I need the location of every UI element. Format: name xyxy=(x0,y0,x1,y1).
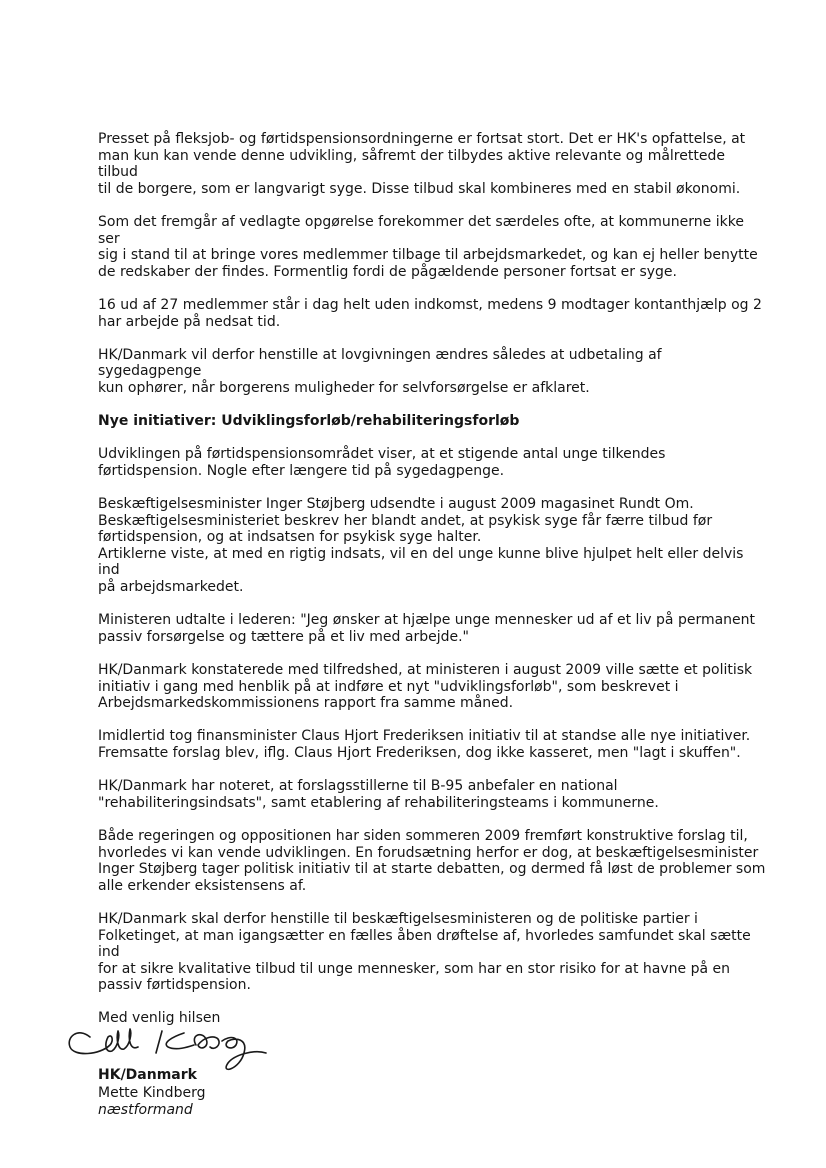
paragraph: Udviklingen på førtidspensionsområdet viser, at et stigende antal unge tilkendes førtidspension. Nogle efter længere tid på sygedagpenge. xyxy=(98,446,666,479)
paragraph: Som det fremgår af vedlagte opgørelse forekommer det særdeles ofte, at kommunerne ikke ser sig i stand til at bringe vores medlemmer tilbage til arbejdsmarkedet, og kan ej heller benytte de redskaber der findes. Formentlig fordi de pågældende personer fortsat er syge. xyxy=(98,213,758,280)
paragraph: Beskæftigelsesminister Inger Støjberg udsendte i august 2009 magasinet Rundt Om. Beskæftigelsesministeriet beskrev her blandt andet, at psykisk syge får færre tilbud før førtidspension, og at indsatsen for psykisk syge halter. Artiklerne viste, at med en rigtig indsats, vil en del unge kunne blive hjulpet helt eller delvis ind på arbejdsmarkedet. xyxy=(98,496,744,596)
paragraph: HK/Danmark vil derfor henstille at lovgivningen ændres således at udbetaling af sygedagpenge kun ophører, når borgerens muligheder for selvforsørgelse er afklaret. xyxy=(98,346,662,396)
signature-name: Mette Kindberg xyxy=(98,1085,206,1102)
paragraph: Ministeren udtalte i lederen: "Jeg ønsker at hjælpe unge mennesker ud af et liv på permanent passiv forsørgelse og tættere på et liv med arbejde." xyxy=(98,612,756,645)
paragraph: Presset på fleksjob- og førtidspensionsordningerne er fortsat stort. Det er HK's opfattelse, at man kun kan vende denne udvikling, såfremt der tilbydes aktive relevante og målrettede tilbud til de borgere, som er langvarigt syge. Disse tilbud skal kombineres med en stabil økonomi. xyxy=(98,131,746,197)
signature-title: næstformand xyxy=(98,1102,193,1119)
paragraph: Imidlertid tog finansminister Claus Hjort Frederiksen initiativ til at standse alle nye initiativer. Fremsatte forslag blev, iflg. Claus Hjort Frederiksen, dog ikke kasseret, men "lagt i skuffen". xyxy=(98,728,751,761)
signature-block xyxy=(98,1027,766,1123)
paragraph: HK/Danmark har noteret, at forslagsstillerne til B-95 anbefaler en national "rehabiliteringsindsats", samt etablering af rehabiliteringsteams i kommunerne. xyxy=(98,778,659,811)
section-heading: Nye initiativer: Udviklingsforløb/rehabiliteringsforløb xyxy=(98,413,520,430)
paragraph: HK/Danmark skal derfor henstille til beskæftigelsesministeren og de politiske partier i Folketinget, at man igangsætter en fælles åben drøftelse af, hvorledes samfundet skal sætte ind for at sikre kvalitative tilbud til unge mennesker, som har en stor risiko for at havne på en passiv førtidspension. xyxy=(98,910,751,994)
signature-organization: HK/Danmark xyxy=(98,1067,197,1084)
paragraph: HK/Danmark konstaterede med tilfredshed, at ministeren i august 2009 ville sætte et politisk initiativ i gang med henblik på at indføre et nyt "udviklingsforløb", som beskrevet i Arbejdsmarkedskommissionens rapport fra samme måned. xyxy=(98,662,753,712)
paragraph: Både regeringen og oppositionen har siden sommeren 2009 fremført konstruktive forslag til, hvorledes vi kan vende udviklingen. En forudsætning herfor er dog, at beskæftigelsesminister Inger Støjberg tager politisk initiativ til at starte debatten, og dermed få løst de problemer som alle erkender eksistensens af. xyxy=(98,827,766,894)
letter-body xyxy=(98,131,766,1123)
paragraph: 16 ud af 27 medlemmer står i dag helt uden indkomst, medens 9 modtager kontanthjælp og 2 har arbejde på nedsat tid. xyxy=(98,296,762,330)
closing-salutation: Med venlig hilsen xyxy=(98,1010,221,1027)
